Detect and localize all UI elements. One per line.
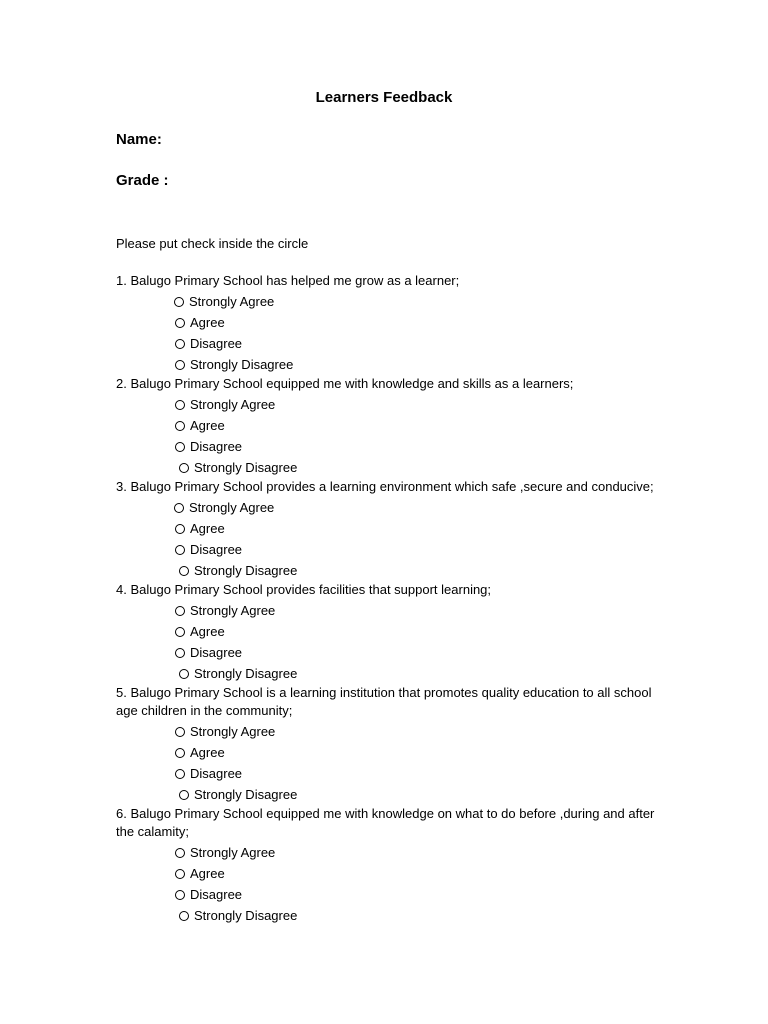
option-strongly-agree[interactable] (116, 291, 656, 312)
option-label: Agree (190, 745, 225, 760)
option-label: Strongly Agree (190, 397, 276, 412)
option-label: Strongly Agree (189, 500, 275, 515)
option-label: Strongly Disagree (194, 908, 298, 923)
option-disagree[interactable] (116, 763, 656, 784)
radio-circle-icon[interactable] (175, 545, 185, 555)
option-disagree[interactable] (116, 884, 656, 905)
instruction-text: Please put check inside the circle (116, 236, 309, 251)
radio-circle-icon[interactable] (175, 524, 185, 534)
option-agree[interactable] (116, 742, 656, 763)
question-text: 1. Balugo Primary School has helped me grow as a learner; (116, 273, 460, 288)
option-list (116, 291, 656, 375)
question-text: 4. Balugo Primary School provides facilities that support learning; (116, 582, 492, 597)
option-disagree[interactable] (116, 539, 656, 560)
question-5 (116, 684, 656, 805)
option-label: Strongly Disagree (194, 666, 298, 681)
radio-circle-icon[interactable] (175, 360, 185, 370)
option-strongly-agree[interactable] (116, 394, 656, 415)
question-3 (116, 478, 656, 581)
radio-circle-icon[interactable] (175, 769, 185, 779)
question-list (116, 272, 656, 926)
radio-circle-icon[interactable] (175, 890, 185, 900)
option-strongly-agree[interactable] (116, 842, 656, 863)
option-label: Strongly Agree (190, 845, 276, 860)
option-strongly-disagree[interactable] (116, 905, 656, 926)
option-label: Agree (190, 521, 225, 536)
radio-circle-icon[interactable] (175, 648, 185, 658)
question-1 (116, 272, 656, 375)
radio-circle-icon[interactable] (179, 463, 189, 473)
radio-circle-icon[interactable] (179, 911, 189, 921)
option-label: Strongly Agree (190, 603, 276, 618)
question-text: 6. Balugo Primary School equipped me with knowledge on what to do before ,during and after the calamity; (116, 806, 655, 839)
option-disagree[interactable] (116, 436, 656, 457)
option-list (116, 842, 656, 926)
question-4 (116, 581, 656, 684)
option-label: Disagree (190, 645, 243, 660)
question-text: 5. Balugo Primary School is a learning institution that promotes quality education to all school age children in the community; (116, 685, 652, 718)
option-strongly-disagree[interactable] (116, 354, 656, 375)
option-label: Strongly Disagree (194, 460, 298, 475)
radio-circle-icon[interactable] (179, 790, 189, 800)
radio-circle-icon[interactable] (175, 848, 185, 858)
question-2 (116, 375, 656, 478)
name-field-label: Name: (116, 131, 162, 148)
question-text: 2. Balugo Primary School equipped me with knowledge and skills as a learners; (116, 376, 574, 391)
option-label: Strongly Disagree (194, 563, 298, 578)
option-label: Disagree (190, 887, 243, 902)
radio-circle-icon[interactable] (174, 503, 184, 513)
radio-circle-icon[interactable] (174, 297, 184, 307)
option-agree[interactable] (116, 621, 656, 642)
option-label: Agree (190, 866, 225, 881)
radio-circle-icon[interactable] (175, 421, 185, 431)
option-agree[interactable] (116, 312, 656, 333)
radio-circle-icon[interactable] (175, 400, 185, 410)
option-strongly-agree[interactable] (116, 497, 656, 518)
option-strongly-agree[interactable] (116, 721, 656, 742)
document-title: Learners Feedback (315, 89, 453, 106)
option-label: Disagree (190, 336, 243, 351)
option-label: Disagree (190, 542, 243, 557)
option-label: Strongly Agree (190, 724, 276, 739)
radio-circle-icon[interactable] (175, 606, 185, 616)
option-list (116, 721, 656, 805)
radio-circle-icon[interactable] (175, 318, 185, 328)
option-list (116, 394, 656, 478)
question-text: 3. Balugo Primary School provides a learning environment which safe ,secure and conducive; (116, 479, 654, 494)
option-agree[interactable] (116, 863, 656, 884)
option-list (116, 497, 656, 581)
option-label: Strongly Disagree (194, 787, 298, 802)
radio-circle-icon[interactable] (175, 748, 185, 758)
option-agree[interactable] (116, 415, 656, 436)
option-label: Agree (190, 418, 225, 433)
radio-circle-icon[interactable] (175, 442, 185, 452)
radio-circle-icon[interactable] (179, 669, 189, 679)
option-strongly-disagree[interactable] (116, 784, 656, 805)
option-disagree[interactable] (116, 333, 656, 354)
option-disagree[interactable] (116, 642, 656, 663)
grade-field-label: Grade : (116, 172, 169, 189)
option-label: Strongly Agree (189, 294, 275, 309)
radio-circle-icon[interactable] (175, 627, 185, 637)
radio-circle-icon[interactable] (175, 869, 185, 879)
option-agree[interactable] (116, 518, 656, 539)
radio-circle-icon[interactable] (179, 566, 189, 576)
option-label: Agree (190, 315, 225, 330)
option-strongly-disagree[interactable] (116, 663, 656, 684)
option-label: Disagree (190, 766, 243, 781)
radio-circle-icon[interactable] (175, 339, 185, 349)
option-strongly-agree[interactable] (116, 600, 656, 621)
radio-circle-icon[interactable] (175, 727, 185, 737)
option-list (116, 600, 656, 684)
option-label: Disagree (190, 439, 243, 454)
option-label: Agree (190, 624, 225, 639)
option-strongly-disagree[interactable] (116, 560, 656, 581)
option-strongly-disagree[interactable] (116, 457, 656, 478)
question-6 (116, 805, 656, 926)
option-label: Strongly Disagree (190, 357, 294, 372)
